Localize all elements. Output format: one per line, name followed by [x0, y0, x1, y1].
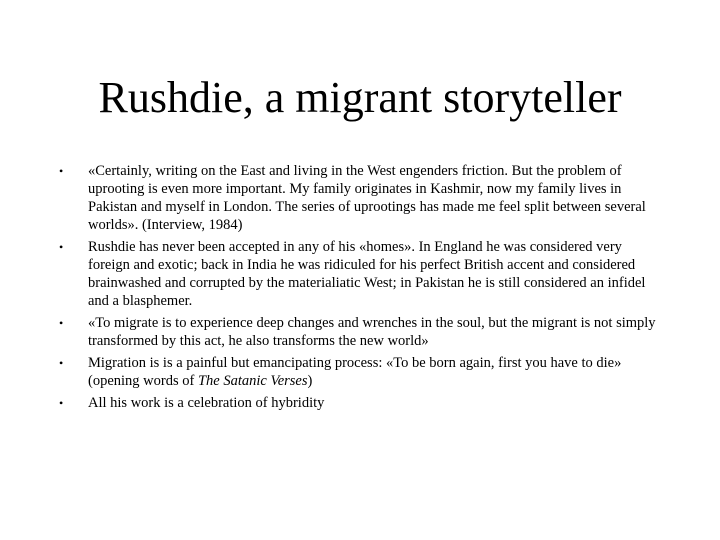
bullet-text: «To migrate is to experience deep changes and wrenches in the soul, but the migrant is not simply transformed by this act, he also transforms the new world»: [88, 315, 656, 349]
bullet-item-5: [56, 394, 656, 412]
bullet-text: [88, 354, 656, 390]
bullet-text: All his work is a celebration of hybridity: [88, 395, 325, 411]
bullet-text-after: ): [307, 373, 313, 389]
bullet-text: Rushdie has never been accepted in any of his «homes». In England he was considered very foreign and exotic; back in India he was ridiculed for his perfect British accent and considered brainwashed and corrupted by the materialiatic West; in Pakistan he is still considered an infidel and a blasphemer.: [88, 239, 646, 309]
bullet-list: [56, 162, 656, 416]
bullet-dot-icon: •: [59, 396, 64, 410]
bullet-dot-icon: •: [59, 240, 64, 254]
bullet-item-2: [56, 238, 656, 310]
bullet-dot-icon: •: [59, 164, 64, 178]
book-title: The Satanic Verses: [197, 373, 308, 389]
bullet-dot-icon: •: [59, 356, 64, 370]
bullet-dot-icon: •: [59, 316, 64, 330]
bullet-text: «Certainly, writing on the East and living in the West engenders friction. But the problem of uprooting is even more important. My family originates in Kashmir, now my family lives in Pakistan and myself in London. The series of uprootings has made me feel split between several worlds». (Interview, 1984): [88, 163, 646, 233]
bullet-item-3: [56, 314, 656, 350]
bullet-item-1: [56, 162, 656, 234]
slide-title: Rushdie, a migrant storyteller: [98, 73, 622, 122]
bullet-item-4: [56, 354, 656, 390]
bullet-text-before: Migration is is a painful but emancipating process: «To be born again, first you have to die» (opening words of: [88, 355, 622, 389]
